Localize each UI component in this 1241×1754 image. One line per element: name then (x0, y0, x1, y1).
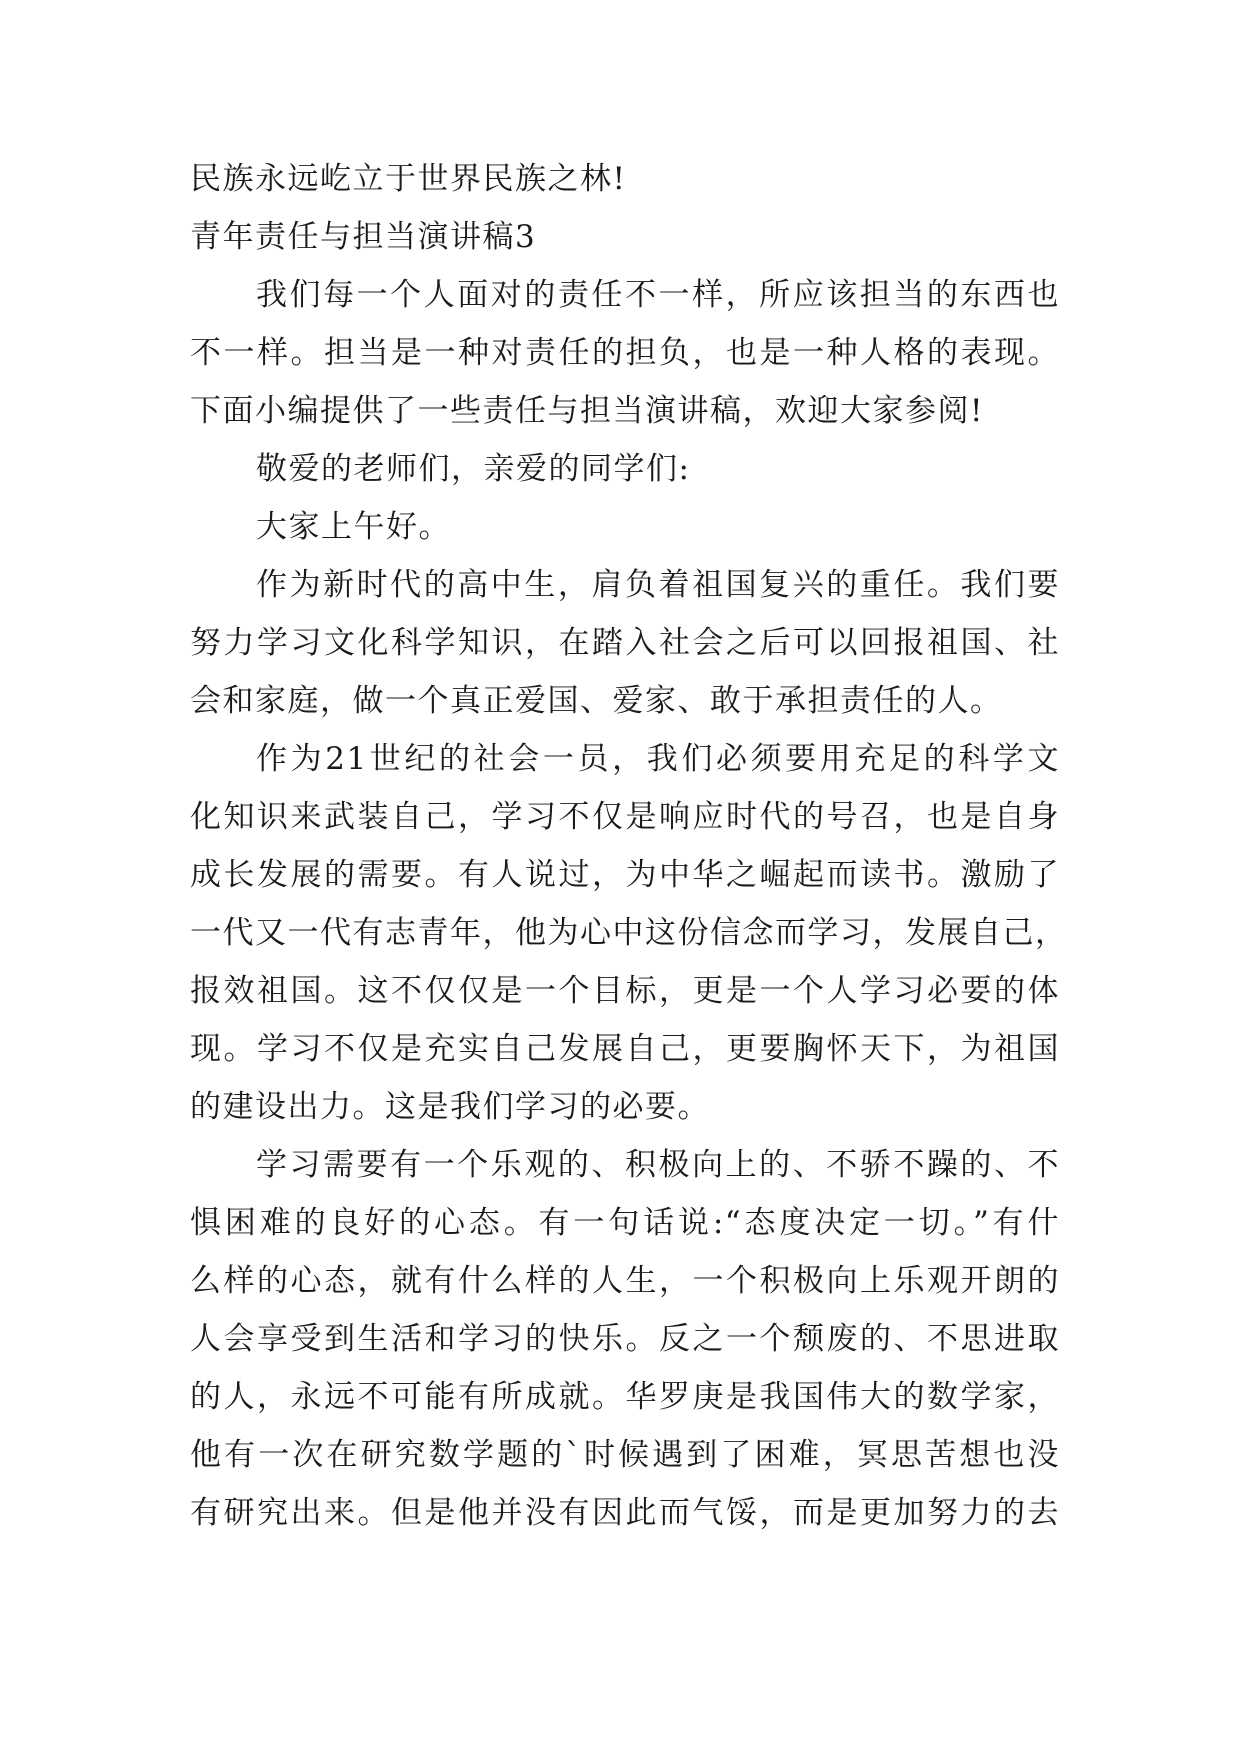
paragraph-line: 会和家庭，做一个真正爱国、爱家、敢于承担责任的人。 (190, 683, 1003, 719)
paragraph-line: 有研究出来。但是他并没有因此而气馁，而是更加努力的去 (190, 1495, 1060, 1531)
paragraph-line: 一代又一代有志青年，他为心中这份信念而学习，发展自己， (190, 915, 1068, 951)
paragraph-line: 现。学习不仅是充实自己发展自己，更要胸怀天下，为祖国 (190, 1031, 1060, 1067)
paragraph-line: 么样的心态，就有什么样的人生，一个积极向上乐观开朗的 (190, 1263, 1060, 1299)
paragraph-line: 成长发展的需要。有人说过，为中华之崛起而读书。激励了 (190, 857, 1060, 893)
paragraph-line: 学习需要有一个乐观的、积极向上的、不骄不躁的、不 (256, 1147, 1060, 1183)
paragraph-line: 我们每一个人面对的责任不一样，所应该担当的东西也 (256, 277, 1060, 313)
paragraph-line: 人会享受到生活和学习的快乐。反之一个颓废的、不思进取 (190, 1321, 1060, 1357)
paragraph-line: 化知识来武装自己，学习不仅是响应时代的号召，也是自身 (190, 799, 1060, 835)
paragraph-line: 努力学习文化科学知识，在踏入社会之后可以回报祖国、社 (190, 625, 1060, 661)
paragraph-line: 惧困难的良好的心态。有一句话说:“态度决定一切。”有什 (190, 1205, 1060, 1241)
section-heading: 青年责任与担当演讲稿3 (190, 219, 537, 255)
paragraph-line: 作为新时代的高中生，肩负着祖国复兴的重任。我们要 (256, 567, 1060, 603)
document-body (190, 150, 1068, 1542)
paragraph-line: 他有一次在研究数学题的`时候遇到了困难，冥思苦想也没 (190, 1437, 1060, 1473)
paragraph-line: 作为21世纪的社会一员，我们必须要用充足的科学文 (256, 741, 1060, 777)
paragraph-line: 报效祖国。这不仅仅是一个目标，更是一个人学习必要的体 (190, 973, 1060, 1009)
paragraph-line: 的人，永远不可能有所成就。华罗庚是我国伟大的数学家， (190, 1379, 1060, 1415)
greeting-line: 大家上午好。 (256, 509, 451, 545)
paragraph-line: 的建设出力。这是我们学习的必要。 (190, 1089, 710, 1125)
text-line: 民族永远屹立于世界民族之林! (190, 161, 627, 197)
salutation-line: 敬爱的老师们，亲爱的同学们: (256, 451, 691, 487)
paragraph-line: 不一样。担当是一种对责任的担负，也是一种人格的表现。 (190, 335, 1060, 371)
paragraph-line: 下面小编提供了一些责任与担当演讲稿，欢迎大家参阅! (190, 393, 984, 429)
